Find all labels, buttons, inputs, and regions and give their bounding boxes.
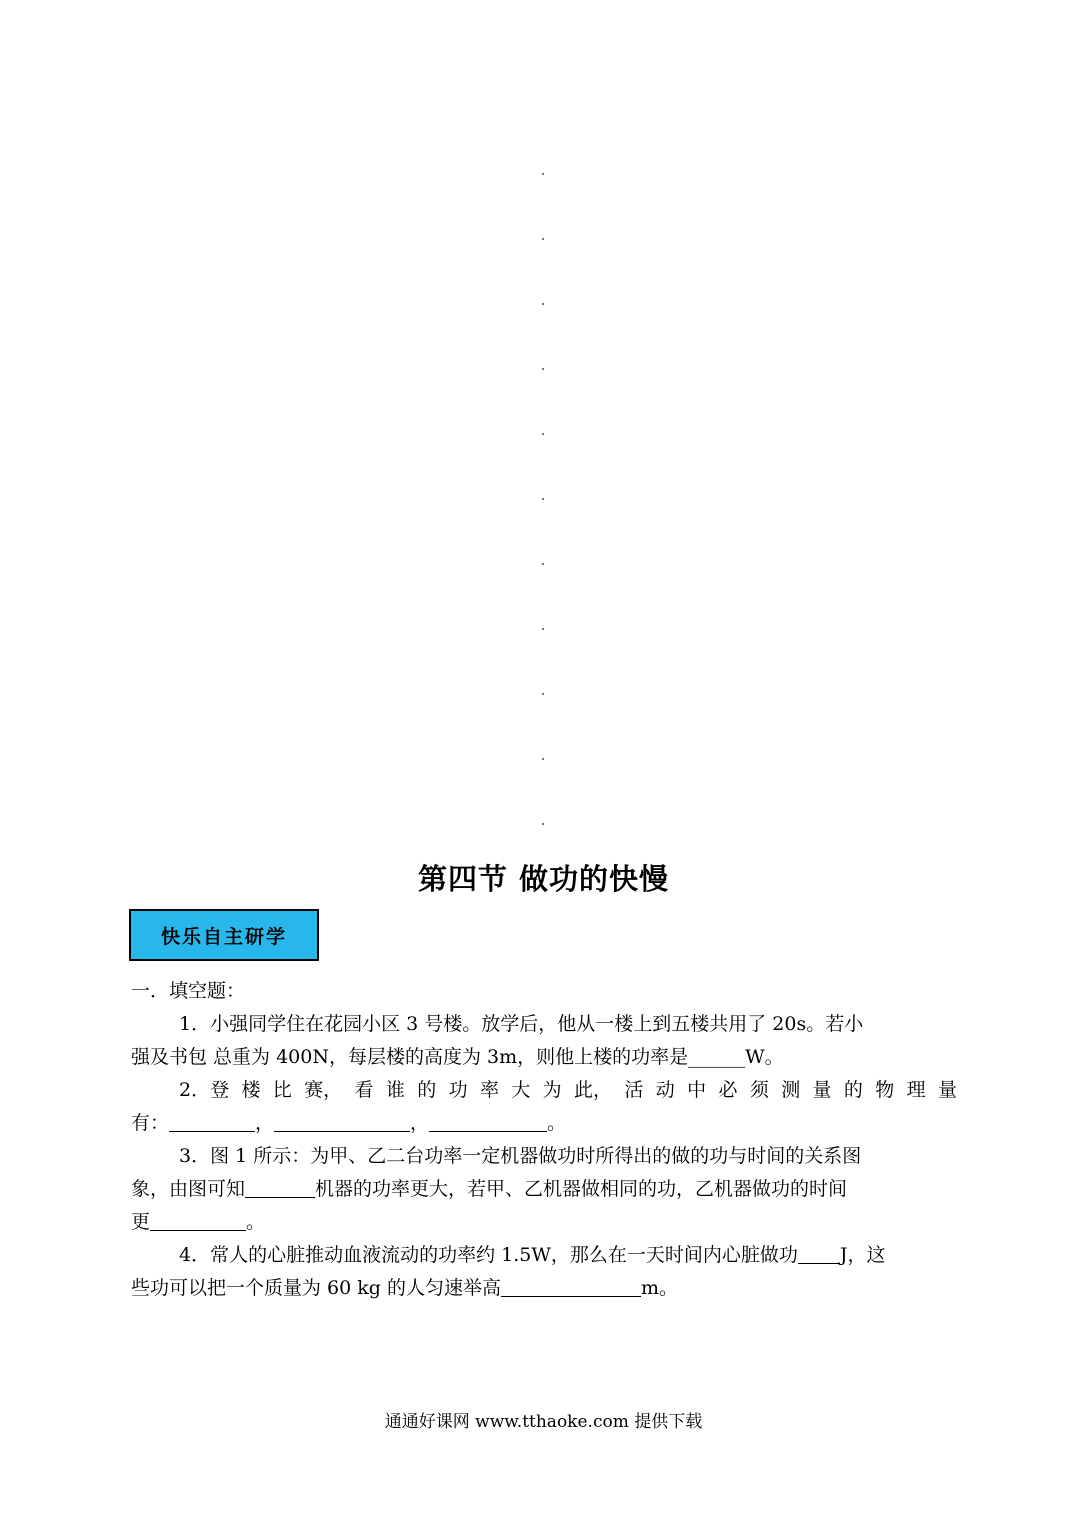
q3-end: 。 [246, 1211, 266, 1233]
q4-text-b: J，这 [839, 1244, 886, 1266]
q1-text: 强及书包 总重为 400N，每层楼的高度为 3m，则他上楼的功率是 [131, 1046, 689, 1068]
q1-unit: W。 [745, 1046, 784, 1068]
artifact-dot [542, 628, 544, 630]
q2-token: 楼 [241, 1079, 261, 1101]
q2-line2 [131, 1107, 957, 1140]
q2-token: 功 [448, 1079, 468, 1101]
q3-text-b: 机器的功率更大，若甲、乙机器做相同的功，乙机器做功的时间 [315, 1178, 848, 1200]
q2-token: 率 [479, 1079, 499, 1101]
artifact-dot [542, 368, 544, 370]
artifact-dot [542, 693, 544, 695]
q2-token: 2．登 [179, 1079, 230, 1101]
q3-text-a: 象，由图可知 [131, 1178, 246, 1200]
q2-end: 。 [547, 1112, 567, 1134]
q2-token: 大 [511, 1079, 531, 1101]
q3-answer-blank-2[interactable] [150, 1208, 246, 1231]
artifact-dot [542, 563, 544, 565]
q4-text-c: 些功可以把一个质量为 60 kg 的人匀速举高 [131, 1277, 501, 1299]
artifact-dot [542, 173, 544, 175]
q4-line1 [131, 1239, 957, 1272]
q2-token: 量 [812, 1079, 832, 1101]
footer-source: 通通好课网 www.tthaoke.com 提供下载 [384, 1412, 703, 1432]
q1-line1: 1．小强同学住在花园小区 3 号楼。放学后，他从一楼上到五楼共用了 20s。若小 [179, 1013, 864, 1035]
artifact-dot [542, 823, 544, 825]
q2-token: 的 [417, 1079, 437, 1101]
q4-line2 [131, 1272, 957, 1305]
artifact-dot [542, 758, 544, 760]
q2-token: 看 [354, 1079, 374, 1101]
q2-token: 赛， [304, 1079, 343, 1101]
question-heading: 一．填空题： [131, 980, 246, 1002]
q2-separator: ， [410, 1112, 430, 1134]
q3-text-c: 更 [131, 1211, 151, 1233]
q4-unit: m。 [640, 1277, 679, 1299]
q2-separator: ， [255, 1112, 275, 1134]
q2-answer-blank-3[interactable] [429, 1109, 547, 1132]
q2-token: 理 [906, 1079, 926, 1101]
section-label [129, 909, 319, 961]
q4-answer-blank-1[interactable] [798, 1241, 840, 1264]
artifact-dot [542, 433, 544, 435]
artifact-dot [542, 303, 544, 305]
q2-token: 中 [687, 1079, 707, 1101]
artifact-dot [542, 498, 544, 500]
q2-token: 必 [718, 1079, 738, 1101]
q2-token: 的 [843, 1079, 863, 1101]
q2-answer-blank-1[interactable] [169, 1109, 255, 1132]
q2-token: 动 [655, 1079, 675, 1101]
q2-prefix: 有： [131, 1112, 170, 1134]
q2-token: 比 [272, 1079, 292, 1101]
q3-line1: 3．图 1 所示：为甲、乙二台功率一定机器做功时所得出的做的功与时间的关系图 [179, 1145, 862, 1167]
q3-line2 [131, 1173, 957, 1206]
page-title: 第四节 做功的快慢 [417, 862, 670, 896]
q3-line3 [131, 1206, 957, 1239]
questions [131, 975, 957, 1305]
q1-answer-blank[interactable]: ______ [688, 1046, 746, 1068]
q2-answer-blank-2[interactable] [274, 1109, 410, 1132]
q2-line1 [131, 1074, 957, 1107]
q3-answer-blank-1[interactable] [245, 1175, 315, 1198]
q2-token: 谁 [385, 1079, 405, 1101]
q2-token: 为 [542, 1079, 562, 1101]
q2-token: 测 [781, 1079, 801, 1101]
q2-token: 量 [937, 1079, 957, 1101]
q2-token: 此， [574, 1079, 613, 1101]
q2-token: 物 [875, 1079, 895, 1101]
section-label-text: 快乐自主研学 [160, 925, 287, 948]
artifact-dot [542, 238, 544, 240]
q4-answer-blank-2[interactable] [501, 1274, 641, 1297]
q1-line2 [131, 1041, 957, 1074]
q2-token: 活 [624, 1079, 644, 1101]
q2-token: 须 [749, 1079, 769, 1101]
q4-text-a: 4．常人的心脏推动血液流动的功率约 1.5W，那么在一天时间内心脏做功 [179, 1244, 798, 1266]
